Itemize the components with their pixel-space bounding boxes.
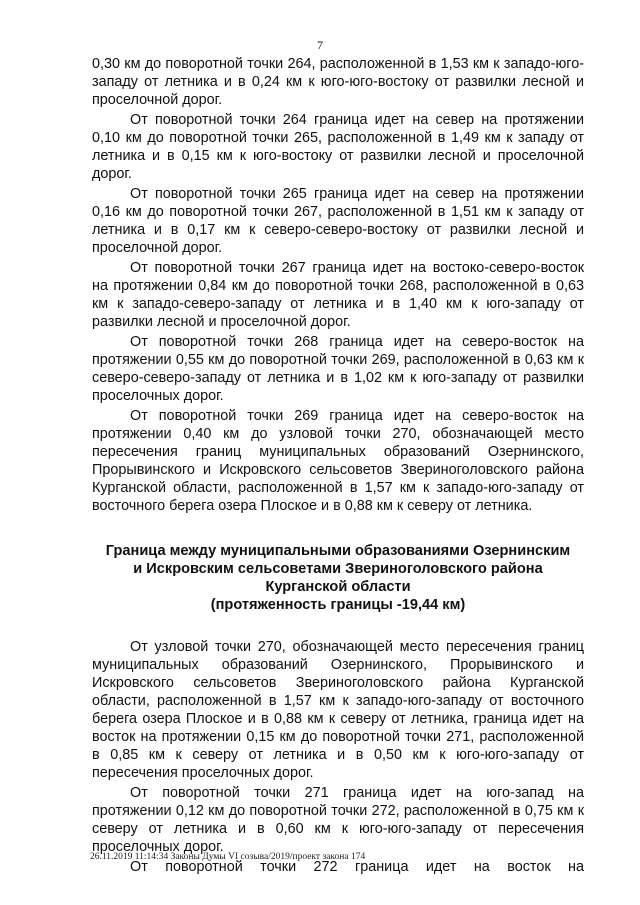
paragraph: От поворотной точки 269 граница идет на северо-восток на протяжении 0,40 км до узловой точки 270, обозначающей место пересечения границ муниципальных образований Озернинского, Прорывинского и Искровского сельсоветов Звериноголовского района Курганской области, расположенной в 1,57 км к западо-юго-западу от восточного берега озера Плоское и в 0,88 км к северу от летника.: [92, 408, 584, 514]
section-heading-length: (протяженность границы -19,44 км): [210, 597, 466, 613]
paragraph: От поворотной точки 267 граница идет на востоко-северо-восток на протяжении 0,84 км до поворотной точки 268, расположенной в 0,63 км к западо-северо-западу от летника и в 1,40 км к юго-западу от развилки лесной и проселочной дорог.: [92, 260, 584, 330]
paragraph: От поворотной точки 265 граница идет на север на протяжении 0,16 км до поворотной точки 267, расположенной в 1,51 км к западу от летника и в 0,17 км к северо-северо-востоку от развилки лесной и проселочной дорог.: [92, 186, 584, 256]
paragraph: От поворотной точки 264 граница идет на север на протяжении 0,10 км до поворотной точки 265, расположенной в 1,49 км к западу от летника и в 0,15 км к юго-востоку от развилки лесной и проселочной дорог.: [92, 112, 584, 182]
section-heading: [92, 542, 584, 614]
paragraph: От поворотной точки 272 граница идет на восток на: [130, 859, 584, 875]
section-heading-line: и Искровским сельсоветами Звериноголовского района: [133, 561, 543, 577]
paragraph: От узловой точки 270, обозначающей место пересечения границ муниципальных образований Озернинского, Прорывинского и Искровского сельсоветов Звериноголовского района Курганской области, расположенной в 1,57 км к западо-юго-западу от восточного берега озера Плоское и в 0,88 км к северу от летника, граница идет на восток на протяжении 0,15 км до поворотной точки 271, расположенной в 0,85 км к северу от летника и в 0,50 км к юго-юго-западу от пересечения проселочных дорог.: [92, 639, 584, 781]
paragraph: От поворотной точки 268 граница идет на северо-восток на протяжении 0,55 км до поворотной точки 269, расположенной в 0,63 км к северо-северо-западу от летника и в 1,02 км к юго-западу от развилки проселочных дорог.: [92, 334, 584, 404]
footer-document-path: 26.11.2019 11:14:34 Законы Думы VI созыва/2019/проект закона 174: [90, 852, 366, 862]
section-heading-line: Граница между муниципальными образованиями Озернинским: [105, 543, 571, 559]
section-heading-line: Курганской области: [265, 579, 411, 595]
paragraph: 0,30 км до поворотной точки 264, расположенной в 1,53 км к западо-юго-западу от летника и в 0,24 км к юго-юго-востоку от развилки лесной и проселочной дорог.: [92, 56, 584, 108]
paragraph: От поворотной точки 271 граница идет на юго-запад на протяжении 0,12 км до поворотной точки 272, расположенной в 0,75 км к северу от летника и в 0,60 км к юго-юго-западу от пересечения проселочных дорог.: [92, 785, 584, 855]
document-body: [92, 55, 584, 878]
page-number: 7: [317, 38, 323, 52]
